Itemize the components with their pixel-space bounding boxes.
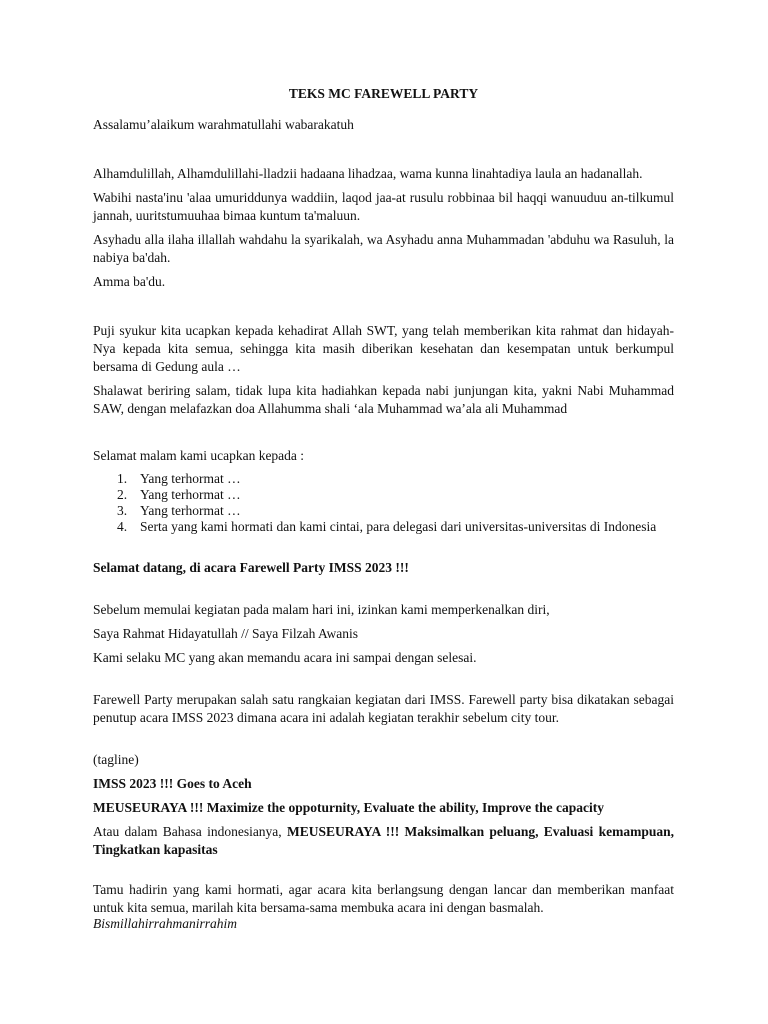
- opening-paragraph-1: Alhamdulillah, Alhamdulillahi-lladzii hadaana lihadzaa, wama kunna linahtadiya laula an hadanallah.: [93, 166, 643, 181]
- tagline-main: IMSS 2023 !!! Goes to Aceh: [93, 776, 252, 791]
- tagline-indonesian: [93, 823, 674, 859]
- tagline-label: (tagline): [93, 752, 139, 767]
- opening-paragraph-2: Wabihi nasta'inu 'alaa umuriddunya waddiin, laqod jaa-at rusulu robbinaa bil haqqi wanuuduu an-tilkumul jannah, uuritstumuuhaa bimaa kuntum ta'maluun.: [93, 190, 674, 223]
- welcome-heading: Selamat datang, di acara Farewell Party IMSS 2023 !!!: [93, 560, 409, 575]
- salutation-intro: Selamat malam kami ucapkan kepada :: [93, 448, 305, 463]
- intro-paragraph-3: Kami selaku MC yang akan memandu acara ini sampai dengan selesai.: [93, 650, 477, 665]
- opening-paragraph-3: Asyhadu alla ilaha illallah wahdahu la syarikalah, wa Asyhadu anna Muhammadan 'abduhu wa Rasuluh, la nabiya ba'dah.: [93, 232, 674, 265]
- opening-paragraph-4: Amma ba'du.: [93, 274, 166, 289]
- list-item: 1. Yang terhormat …: [117, 471, 241, 486]
- greeting: Assalamu’alaikum warahmatullahi wabarakatuh: [93, 117, 354, 132]
- closing-paragraph: Tamu hadirin yang kami hormati, agar acara kita berlangsung dengan lancar dan memberikan manfaat untuk kita semua, marilah kita bersama-sama membuka acara ini dengan basmalah.: [93, 882, 674, 915]
- intro-paragraph-2: Saya Rahmat Hidayatullah // Saya Filzah Awanis: [93, 626, 358, 641]
- shalawat-paragraph: Shalawat beriring salam, tidak lupa kita hadiahkan kepada nabi junjungan kita, yakni Nabi Muhammad SAW, dengan melafazkan doa Allahumma shali ‘ala Muhammad wa’ala ali Muhammad: [93, 383, 674, 416]
- document-title: TEKS MC FAREWELL PARTY: [288, 86, 479, 101]
- list-item: 2. Yang terhormat …: [117, 487, 241, 502]
- tagline-english: MEUSEURAYA !!! Maximize the oppoturnity, Evaluate the ability, Improve the capacity: [93, 800, 604, 815]
- list-item: 3. Yang terhormat …: [117, 503, 241, 518]
- tagline-indonesian-bold: MEUSEURAYA !!! Maksimalkan peluang, Evaluasi kemampuan, Tingkatkan kapasitas: [93, 824, 674, 857]
- intro-paragraph-1: Sebelum memulai kegiatan pada malam hari ini, izinkan kami memperkenalkan diri,: [93, 602, 550, 617]
- list-item: 4. Serta yang kami hormati dan kami cintai, para delegasi dari universitas-universitas di Indonesia: [117, 519, 657, 534]
- farewell-description: Farewell Party merupakan salah satu rangkaian kegiatan dari IMSS. Farewell party bisa dikatakan sebagai penutup acara IMSS 2023 dimana acara ini adalah kegiatan terakhir sebelum city tour.: [93, 692, 674, 725]
- praise-paragraph: Puji syukur kita ucapkan kepada kehadirat Allah SWT, yang telah memberikan kita rahmat dan hidayah-Nya kepada kita semua, sehingga kita masih diberikan kesehatan dan kesempatan untuk berkumpul bersama di Gedung aula …: [93, 323, 674, 374]
- document-body: [93, 86, 674, 931]
- salutation-list: [93, 471, 674, 535]
- basmalah: Bismillahirrahmanirrahim: [93, 916, 238, 931]
- tagline-indonesian-prefix: Atau dalam Bahasa indonesianya,: [93, 824, 287, 839]
